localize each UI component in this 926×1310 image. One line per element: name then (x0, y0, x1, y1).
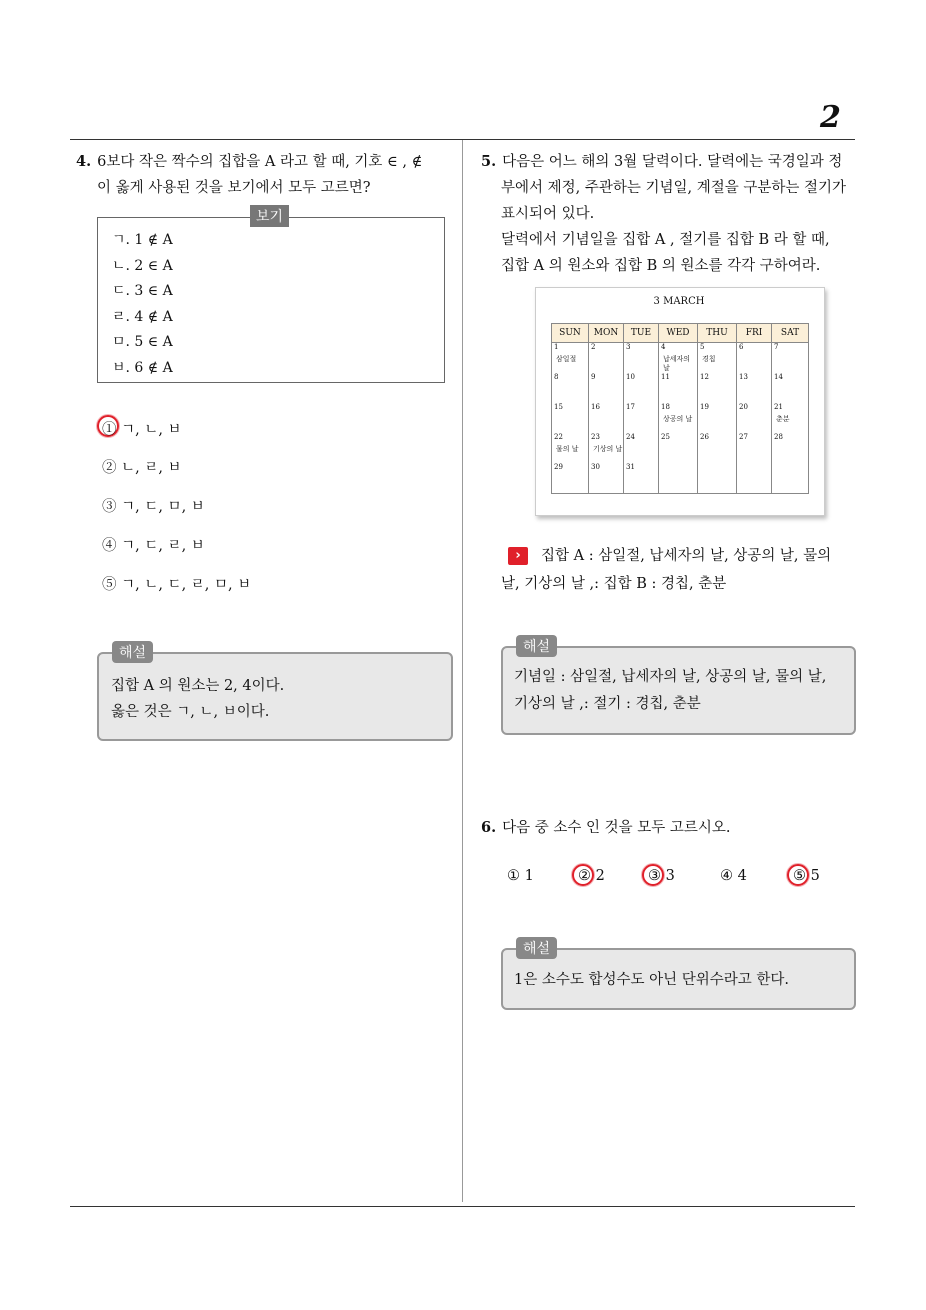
calendar-date: 19 (700, 403, 709, 411)
calendar-date: 18 (661, 403, 670, 411)
calendar-date: 16 (591, 403, 600, 411)
calendar-date: 12 (700, 373, 709, 381)
q4-explanation-line2: 옳은 것은 ㄱ, ㄴ, ㅂ이다. (111, 704, 270, 720)
calendar-note: 납세자의 날 (663, 355, 691, 372)
calendar-cell (698, 433, 737, 463)
q4-stem-line2: 이 옳게 사용된 것을 보기에서 모두 고르면? (97, 180, 371, 196)
calendar-cell (589, 403, 624, 433)
q6-option-1[interactable]: ① 1 (507, 868, 534, 884)
calendar-cell (659, 373, 698, 403)
calendar-date: 3 (626, 343, 631, 351)
q5-number: 5. (481, 153, 497, 170)
q5-stem-line3: 표시되어 있다. (501, 206, 595, 222)
calendar-day-header: FRI (737, 324, 772, 343)
calendar-cell (772, 373, 809, 403)
calendar-day-header: SAT (772, 324, 809, 343)
calendar-date: 13 (739, 373, 748, 381)
q5-stem-line2: 부에서 제정, 주관하는 기념일, 계절을 구분하는 절기가 (501, 180, 847, 196)
q5-stem-line1 (481, 149, 842, 175)
q6-option-5[interactable]: ⑤ 5 (793, 868, 820, 884)
calendar-cell (737, 343, 772, 374)
calendar-cell (737, 373, 772, 403)
calendar-cell (659, 343, 698, 374)
calendar-date: 22 (554, 433, 563, 441)
calendar-cell (698, 343, 737, 374)
q5-explanation-tag: 해설 (516, 635, 557, 657)
q6-explanation-tag: 해설 (516, 937, 557, 959)
calendar-cell (552, 373, 589, 403)
calendar-cell (772, 403, 809, 433)
bottom-rule (70, 1206, 855, 1207)
bogi-item: ㅁ. 5 ∈ A (112, 334, 173, 350)
calendar-cell (772, 433, 809, 463)
calendar-date: 29 (554, 463, 563, 471)
calendar-cell (624, 403, 659, 433)
calendar-date: 1 (554, 343, 559, 351)
calendar-date: 5 (700, 343, 705, 351)
calendar-note: 경칩 (702, 355, 716, 363)
q4-explanation-line1: 집합 A 의 원소는 2, 4이다. (111, 678, 285, 694)
calendar-date: 8 (554, 373, 559, 381)
bogi-item: ㄹ. 4 ∉ A (112, 309, 173, 325)
bogi-item: ㅂ. 6 ∉ A (112, 360, 173, 376)
calendar-cell (698, 403, 737, 433)
calendar-date: 28 (774, 433, 783, 441)
calendar-note: 기상의 날 (593, 445, 623, 453)
q5-answer-line1: 집합 A : 삼일절, 납세자의 날, 상공의 날, 물의 (541, 548, 832, 564)
calendar-cell (624, 373, 659, 403)
calendar-note: 춘분 (776, 415, 790, 423)
calendar-cell (589, 463, 624, 494)
calendar-date: 21 (774, 403, 783, 411)
calendar-cell (659, 463, 698, 494)
calendar-date: 20 (739, 403, 748, 411)
q5-answer-line2: 날, 기상의 날 ,: 집합 B : 경칩, 춘분 (501, 576, 727, 592)
q6-option-3[interactable]: ③ 3 (648, 868, 675, 884)
calendar-cell (552, 343, 589, 374)
calendar-cell (552, 433, 589, 463)
calendar-date: 7 (774, 343, 779, 351)
calendar-note: 삼일절 (556, 355, 577, 363)
q5-text1: 다음은 어느 해의 3월 달력이다. 달력에는 국경일과 정 (502, 154, 843, 170)
calendar-table (551, 323, 809, 494)
q4-option-4[interactable]: ④ ㄱ, ㄷ, ㄹ, ㅂ (102, 538, 205, 554)
q4-text1: 6보다 작은 짝수의 집합을 A 라고 할 때, 기호 ∈ , ∉ (97, 154, 423, 170)
calendar-cell (737, 433, 772, 463)
answer-arrow-icon[interactable]: › (508, 547, 528, 565)
q6-option-4[interactable]: ④ 4 (720, 868, 747, 884)
calendar-date: 31 (626, 463, 635, 471)
calendar-date: 9 (591, 373, 596, 381)
calendar-date: 25 (661, 433, 670, 441)
q5-stem-line4: 달력에서 기념일을 집합 A , 절기를 집합 B 라 할 때, (501, 232, 830, 248)
calendar-cell (698, 373, 737, 403)
bogi-title: 보기 (250, 205, 289, 227)
bogi-item: ㄱ. 1 ∉ A (112, 232, 173, 248)
calendar-cell (589, 373, 624, 403)
calendar-cell (737, 463, 772, 494)
calendar-date: 30 (591, 463, 600, 471)
calendar-day-header: SUN (552, 324, 589, 343)
calendar-cell (698, 463, 737, 494)
q5-explanation-line2: 기상의 날 ,: 절기 : 경칩, 춘분 (514, 696, 701, 712)
calendar-cell (659, 433, 698, 463)
calendar-day-header: TUE (624, 324, 659, 343)
calendar-date: 27 (739, 433, 748, 441)
calendar-cell (589, 343, 624, 374)
bogi-item: ㄷ. 3 ∈ A (112, 283, 173, 299)
q4-option-3[interactable]: ③ ㄱ, ㄷ, ㅁ, ㅂ (102, 499, 205, 515)
calendar-date: 24 (626, 433, 635, 441)
q4-option-1[interactable]: ① ㄱ, ㄴ, ㅂ (102, 422, 182, 438)
q5-explanation-line1: 기념일 : 삼일절, 납세자의 날, 상공의 날, 물의 날, (514, 669, 827, 685)
calendar-cell (589, 433, 624, 463)
calendar-date: 14 (774, 373, 783, 381)
calendar-cell (552, 463, 589, 494)
calendar-date: 26 (700, 433, 709, 441)
calendar-cell (624, 463, 659, 494)
calendar-day-header: WED (659, 324, 698, 343)
bogi-item: ㄴ. 2 ∈ A (112, 258, 173, 274)
calendar-note: 상공의 날 (663, 415, 693, 423)
calendar-date: 17 (626, 403, 635, 411)
calendar-cell (659, 403, 698, 433)
q6-stem (481, 815, 731, 841)
q4-number: 4. (76, 153, 92, 170)
page-number: 2 (820, 100, 841, 135)
q6-number: 6. (481, 819, 497, 836)
calendar-date: 11 (661, 373, 670, 381)
q5-stem-line5: 집합 A 의 원소와 집합 B 의 원소를 각각 구하여라. (501, 258, 821, 274)
calendar-cell (772, 463, 809, 494)
calendar-title: 3 MARCH (653, 296, 705, 307)
calendar-cell (772, 343, 809, 374)
calendar-date: 15 (554, 403, 563, 411)
calendar-day-header: THU (698, 324, 737, 343)
calendar-date: 10 (626, 373, 635, 381)
q6-text: 다음 중 소수 인 것을 모두 고르시오. (502, 820, 731, 836)
column-divider (462, 140, 463, 1202)
q6-explanation-text: 1은 소수도 합성수도 아닌 단위수라고 한다. (514, 972, 789, 988)
calendar-date: 2 (591, 343, 596, 351)
q4-option-5[interactable]: ⑤ ㄱ, ㄴ, ㄷ, ㄹ, ㅁ, ㅂ (102, 577, 252, 593)
calendar-date: 6 (739, 343, 744, 351)
calendar-date: 4 (661, 343, 666, 351)
calendar-cell (737, 403, 772, 433)
q4-stem-line1 (76, 149, 422, 175)
calendar-cell (624, 343, 659, 374)
q4-option-2[interactable]: ② ㄴ, ㄹ, ㅂ (102, 460, 182, 476)
calendar-day-header: MON (589, 324, 624, 343)
calendar-note: 물의 날 (556, 445, 579, 453)
q6-option-2[interactable]: ② 2 (578, 868, 605, 884)
q4-explanation-tag: 해설 (112, 641, 153, 663)
calendar-cell (552, 403, 589, 433)
calendar-date: 23 (591, 433, 600, 441)
calendar-cell (624, 433, 659, 463)
